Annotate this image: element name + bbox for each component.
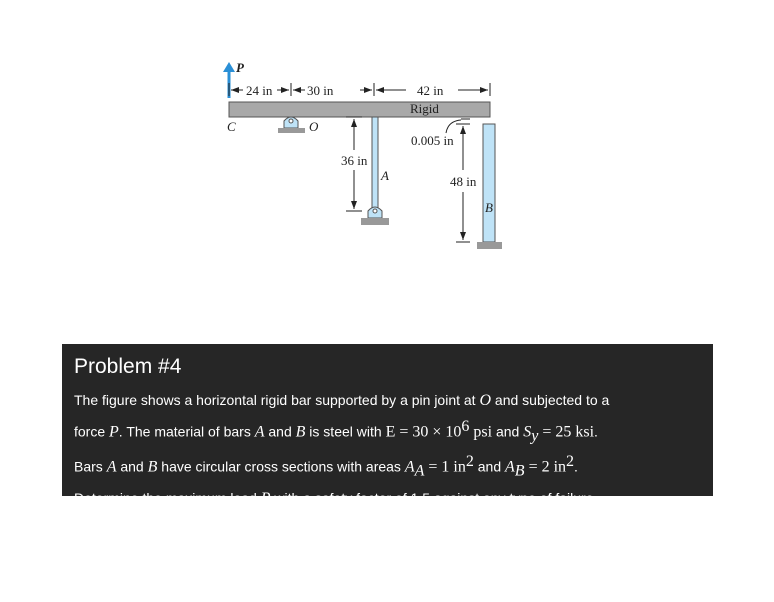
text-span: have circular cross sections with areas <box>157 459 405 476</box>
math-span: A <box>404 459 415 477</box>
math-span: P <box>109 423 119 441</box>
math-span: O <box>479 392 492 409</box>
math-sup: 6 <box>461 418 470 435</box>
math-sup: 2 <box>465 453 474 471</box>
dim-36in: 36 in <box>341 153 368 168</box>
gap-label: 0.005 in <box>411 133 454 148</box>
text-span: . The material of bars <box>118 423 255 440</box>
problem-line-4 <box>74 485 701 512</box>
math-sub: y <box>531 427 539 445</box>
math-sub: B <box>514 462 525 480</box>
problem-line-3 <box>74 449 701 484</box>
math-span: P <box>260 489 271 507</box>
math-sub: A <box>414 462 425 480</box>
text-span: and <box>473 459 505 476</box>
dim-30in: 30 in <box>307 83 334 98</box>
text-span: Bars <box>74 459 107 476</box>
pin-joint <box>278 117 305 133</box>
bar-a-label: A <box>381 168 389 183</box>
dim-24in: 24 in <box>246 83 273 98</box>
problem-line-2 <box>74 414 701 449</box>
math-span: A <box>505 459 515 477</box>
math-span: = 1 in <box>424 459 466 477</box>
force-label: P <box>236 60 244 75</box>
math-span: A <box>254 423 265 441</box>
math-sup: 2 <box>566 453 575 471</box>
problem-box <box>62 344 713 507</box>
text-span: and <box>492 423 524 440</box>
bar-b <box>477 124 502 249</box>
problem-line-1 <box>74 387 701 414</box>
text-span: and <box>264 423 296 440</box>
math-span: A <box>106 459 117 477</box>
dim-42in: 42 in <box>417 83 444 98</box>
text-span: and subjected to a <box>491 392 610 408</box>
math-span: B <box>147 459 158 477</box>
text-span: Determine the maximum load <box>74 489 261 506</box>
text-span: The figure shows a horizontal rigid bar supported by a pin joint at <box>74 392 480 408</box>
problem-title: Problem #4 <box>74 355 182 378</box>
text-span: is steel with <box>305 423 386 440</box>
text-span: and <box>116 459 148 476</box>
math-span: S <box>523 423 532 441</box>
text-span: force <box>74 423 110 440</box>
rigid-bar <box>229 102 490 117</box>
math-span: B <box>295 423 306 441</box>
dim-48in: 48 in <box>450 174 477 189</box>
pin-label: O <box>309 119 319 134</box>
text-span: . <box>574 459 578 476</box>
math-span: E = 30 × 10 <box>385 423 462 441</box>
text-span: . <box>594 423 598 440</box>
math-span: psi <box>469 423 493 441</box>
text-span: with a safety factor of 1.5 against any type of failure. <box>270 489 598 506</box>
rigid-label: Rigid <box>410 101 439 116</box>
gap-indicator <box>446 119 470 133</box>
math-span: = 2 in <box>524 459 567 477</box>
bar-b-label: B <box>485 200 493 215</box>
math-span: = 25 ksi <box>538 423 595 441</box>
support-c-label: C <box>227 119 236 134</box>
